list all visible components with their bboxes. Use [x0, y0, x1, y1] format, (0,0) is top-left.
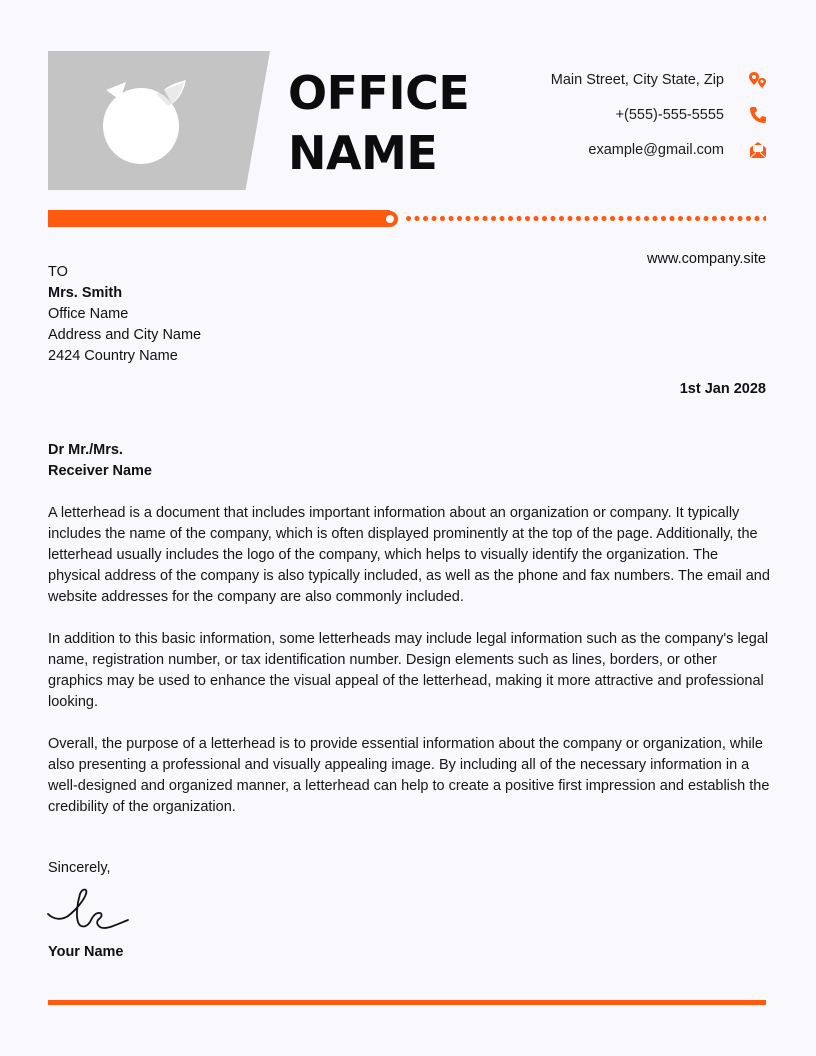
- office-name-line2: NAME: [288, 126, 438, 180]
- recipient-name: Mrs. Smith: [48, 285, 123, 301]
- accent-bar-endpoint: [382, 211, 398, 227]
- body-paragraph-1: A letterhead is a document that includes important information about an organization or company. It typically includes the name of the company, which is often displayed prominently at the top of the page. Additionally, the letterhead usually includes the logo of the company, which helps to visually identify the organization. The physical address of the company is also typically included, as well as the phone and fax numbers. The email and website addresses for the company are also commonly included.: [48, 505, 770, 605]
- letter-date: 1st Jan 2028: [679, 381, 766, 397]
- salutation-line2: Receiver Name: [48, 463, 152, 479]
- body-paragraph-3: Overall, the purpose of a letterhead is to provide essential information about the company or organization, while also presenting a professional and visually appealing image. By including all of the necessary information in a well-designed and organized manner, a letterhead can help to create a positive first impression and establish the credibility of the organization.: [48, 736, 770, 815]
- to-label: TO: [48, 264, 68, 280]
- recipient-country: 2424 Country Name: [48, 348, 178, 364]
- recipient-block: [48, 262, 201, 367]
- office-name: [288, 63, 469, 183]
- sign-off: Sincerely,: [48, 860, 111, 876]
- accent-bar: [48, 210, 390, 227]
- location-pin-icon: [748, 70, 768, 90]
- mail-icon: [748, 140, 768, 160]
- accent-dotted-line: [406, 216, 766, 221]
- sender-name: Your Name: [48, 944, 124, 960]
- office-name-line1: OFFICE: [288, 66, 470, 120]
- recipient-office: Office Name: [48, 306, 129, 322]
- salutation: [48, 440, 152, 482]
- recipient-address: Address and City Name: [48, 327, 202, 343]
- salutation-line1: Dr Mr./Mrs.: [48, 442, 123, 458]
- website-text: www.company.site: [647, 251, 766, 267]
- signature-icon: [46, 886, 134, 936]
- body-paragraph-2: In addition to this basic information, some letterheads may include legal information such as the company's legal name, registration number, or tax identification number. Design elements such as lines, borders, or other graphics may be used to enhance the visual appeal of the letterhead, making it more attractive and professional looking.: [48, 631, 769, 710]
- contact-email: [588, 140, 768, 160]
- contact-address: [551, 70, 768, 90]
- letter-body: [48, 503, 770, 839]
- phone-icon: [748, 105, 768, 125]
- footer-rule: [48, 1000, 766, 1005]
- email-text: example@gmail.com: [588, 142, 724, 158]
- bunny-head-icon: [96, 76, 190, 166]
- phone-text: +(555)-555-5555: [615, 107, 724, 123]
- address-text: Main Street, City State, Zip: [550, 72, 724, 88]
- contact-phone: [616, 105, 768, 125]
